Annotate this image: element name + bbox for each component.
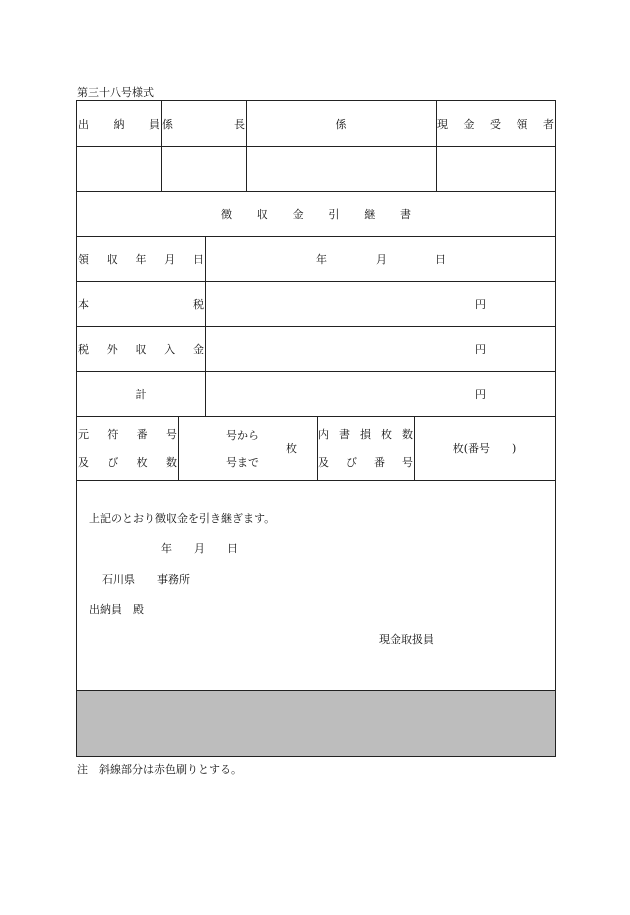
cash-recipient-label: 現 金 受 領 者	[437, 117, 554, 131]
year-label: 年	[316, 252, 327, 266]
non-tax-income-label: 税 外 収 入 金	[78, 342, 204, 356]
statement-addressee: 出納員 殿	[89, 603, 144, 616]
yen-unit: 円	[475, 297, 486, 311]
yen-unit: 円	[475, 342, 486, 356]
main-tax-amount	[205, 281, 555, 326]
voucher-range	[178, 416, 317, 480]
shaded-area	[77, 691, 555, 756]
from-number: 号から	[226, 429, 259, 442]
row-divider	[77, 146, 555, 147]
section-chief-label: 係 長	[162, 117, 245, 131]
statement-office: 石川県 事務所	[102, 573, 190, 586]
transfer-form	[76, 100, 556, 757]
to-number: 号まで	[226, 456, 259, 469]
total-label: 計	[135, 387, 147, 401]
note: 注 斜線部分は赤色刷りとする。	[77, 763, 242, 776]
row-divider	[77, 480, 555, 481]
receipt-date-value	[205, 236, 555, 281]
voucher-label: 元 符 番 号 及 び 枚 数	[78, 428, 177, 469]
damaged-value: 枚(番号 )	[452, 442, 517, 455]
damaged-label: 内 書 損 枚 数 及 び 番 号	[318, 428, 413, 469]
total-amount	[205, 371, 555, 416]
main-tax-label: 本 税	[78, 297, 204, 311]
cashier-label: 出 納 員	[78, 117, 160, 131]
staff-label: 係	[335, 117, 347, 131]
month-label: 月	[376, 252, 387, 266]
sheets-unit: 枚	[286, 442, 297, 455]
non-tax-income-amount	[205, 326, 555, 371]
form-title: 徴 収 金 引 継 書	[221, 207, 411, 221]
statement-date: 年 月 日	[161, 542, 238, 555]
yen-unit: 円	[475, 387, 486, 401]
form-number: 第三十八号様式	[77, 86, 154, 99]
statement-body: 上記のとおり徴収金を引き継ぎます。	[89, 512, 276, 525]
cash-handler-label: 現金取扱員	[379, 633, 434, 646]
day-label: 日	[435, 252, 446, 266]
receipt-date-label: 領 収 年 月 日	[78, 252, 204, 266]
